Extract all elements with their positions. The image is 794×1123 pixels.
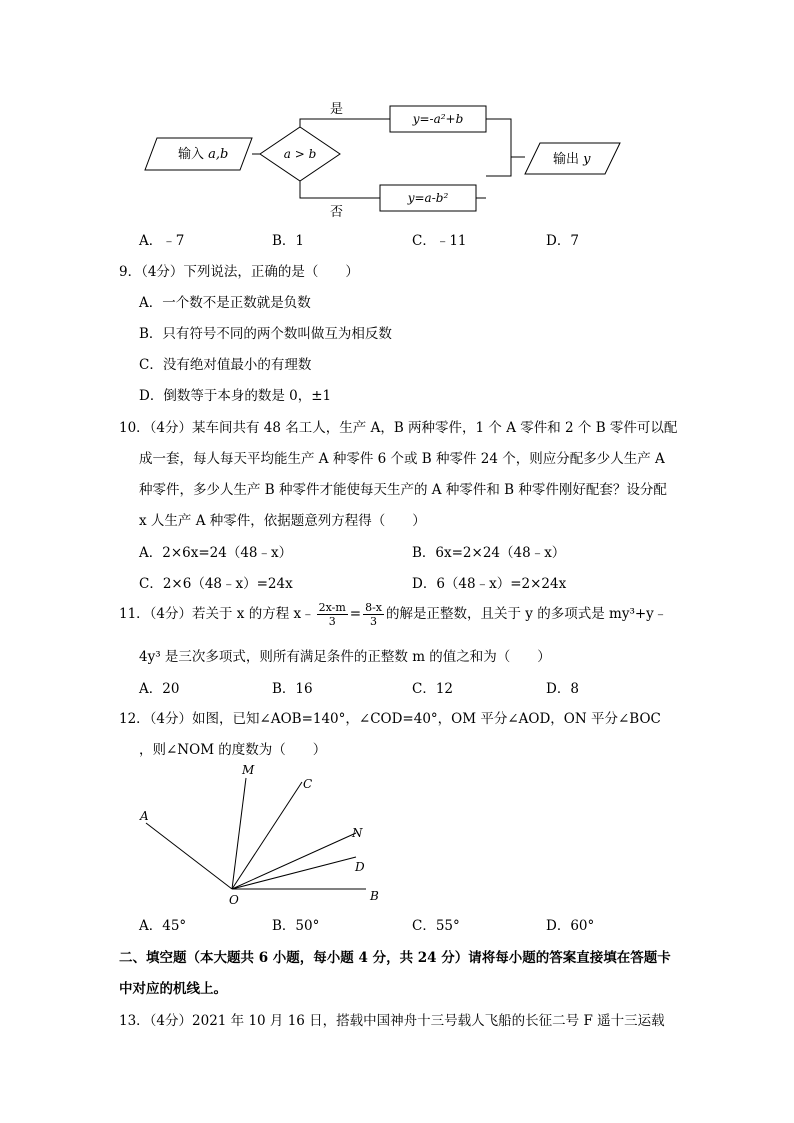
output-var: y — [583, 152, 591, 167]
q12-option-b: B．50° — [272, 918, 320, 934]
q11-line1-b: 的解是正整数，且关于 y 的多项式是 my³+y﹣ — [386, 606, 668, 622]
q11-option-a: A．20 — [139, 681, 180, 697]
q10-option-d: D．6（48﹣x）=2×24x — [412, 576, 567, 592]
q11-option-d: D．8 — [546, 681, 579, 697]
label-o: O — [229, 893, 239, 907]
label-d: D — [355, 860, 365, 874]
q9-stem: 9．（4分）下列说法，正确的是（ ） — [119, 264, 359, 280]
input-label: 输入 — [178, 147, 205, 162]
label-n: N — [352, 826, 363, 840]
output-label: 输出 — [553, 152, 580, 167]
q10-line2: 成一套，每人每天平均能生产 A 种零件 6 个或 B 种零件 24 个，则应分配多少人生产 A — [139, 451, 665, 467]
q11-fraction-1: $\frac{2x-m}{3}$ — [318, 601, 346, 628]
label-c: C — [303, 777, 313, 791]
no-label: 否 — [330, 205, 344, 220]
svg-text:输入 a,b — [178, 146, 228, 162]
label-b: B — [370, 889, 379, 903]
no-formula: y=a-b² — [407, 191, 449, 205]
angle-figure — [130, 758, 390, 908]
q11-option-c: C．12 — [412, 681, 454, 697]
q9-option-b: B．只有符号不同的两个数叫做互为相反数 — [139, 326, 392, 342]
input-vars: a,b — [208, 147, 229, 162]
q9-option-a: A．一个数不是正数就是负数 — [139, 295, 311, 311]
q12-line2: ，则∠NOM 的度数为（ ） — [139, 742, 327, 758]
q9-option-d: D．倒数等于本身的数是 0，±1 — [139, 388, 332, 404]
label-a: A — [140, 809, 149, 823]
flowchart — [130, 95, 630, 225]
q12-line1: 12．（4分）如图，已知∠AOB=140°，∠COD=40°，OM 平分∠AOD，ON 平分∠BOC — [119, 711, 661, 727]
q11-line2: 4y³ 是三次多项式，则所有满足条件的正整数 m 的值之和为（ ） — [139, 649, 551, 665]
label-m: M — [242, 763, 255, 777]
q10-option-b: B．6x=2×24（48﹣x） — [412, 545, 566, 561]
q9-option-c: C．没有绝对值最小的有理数 — [139, 357, 312, 373]
section2-heading-line1: 二、填空题（本大题共 6 小题，每小题 4 分，共 24 分）请将每小题的答案直接填在答题卡 — [119, 950, 671, 966]
q8-option-d: D．7 — [546, 233, 579, 249]
q12-option-c: C．55° — [412, 918, 460, 934]
yes-label: 是 — [330, 102, 344, 117]
q10-line3: 种零件，多少人生产 B 种零件才能使每天生产的 A 种零件和 B 种零件刚好配套？设分配 — [139, 482, 667, 498]
q10-line1: 10．（4分）某车间共有 48 名工人，生产 A，B 两种零件，1 个 A 零件和 2 个 B 零件可以配 — [119, 420, 678, 436]
q11-option-b: B．16 — [272, 681, 313, 697]
q13-line1: 13．（4分）2021 年 10 月 16 日，搭载中国神舟十三号载人飞船的长征二号 F 遥十三运载 — [119, 1013, 665, 1029]
q12-option-d: D．60° — [546, 918, 595, 934]
q10-option-c: C．2×6（48﹣x）=24x — [139, 576, 293, 592]
q8-option-a: A．﹣7 — [139, 233, 185, 249]
q8-option-c: C．﹣11 — [412, 233, 467, 249]
yes-formula: y=-a²+b — [412, 112, 464, 126]
q12-option-a: A．45° — [139, 918, 187, 934]
svg-text:输出 y — [553, 151, 591, 167]
q10-line4: x 人生产 A 种零件，依据题意列方程得（ ） — [139, 513, 426, 529]
section2-heading-line2: 中对应的机线上。 — [119, 981, 227, 997]
q10-option-a: A．2×6x=24（48﹣x） — [139, 545, 293, 561]
q11-line1-a: 11．（4分）若关于 x 的方程 x﹣ — [119, 606, 315, 622]
q11-line1: 11．（4分）若关于 x 的方程 x﹣ $\frac{2x-m}{3}$ = $\frac{8-x}{3}$ 的解是正整数，且关于 y 的多项式是 my³+y﹣ — [119, 601, 668, 628]
condition-text: a > b — [283, 147, 317, 161]
q8-option-b: B．1 — [272, 233, 305, 249]
q11-fraction-2: $\frac{8-x}{3}$ — [365, 601, 383, 628]
